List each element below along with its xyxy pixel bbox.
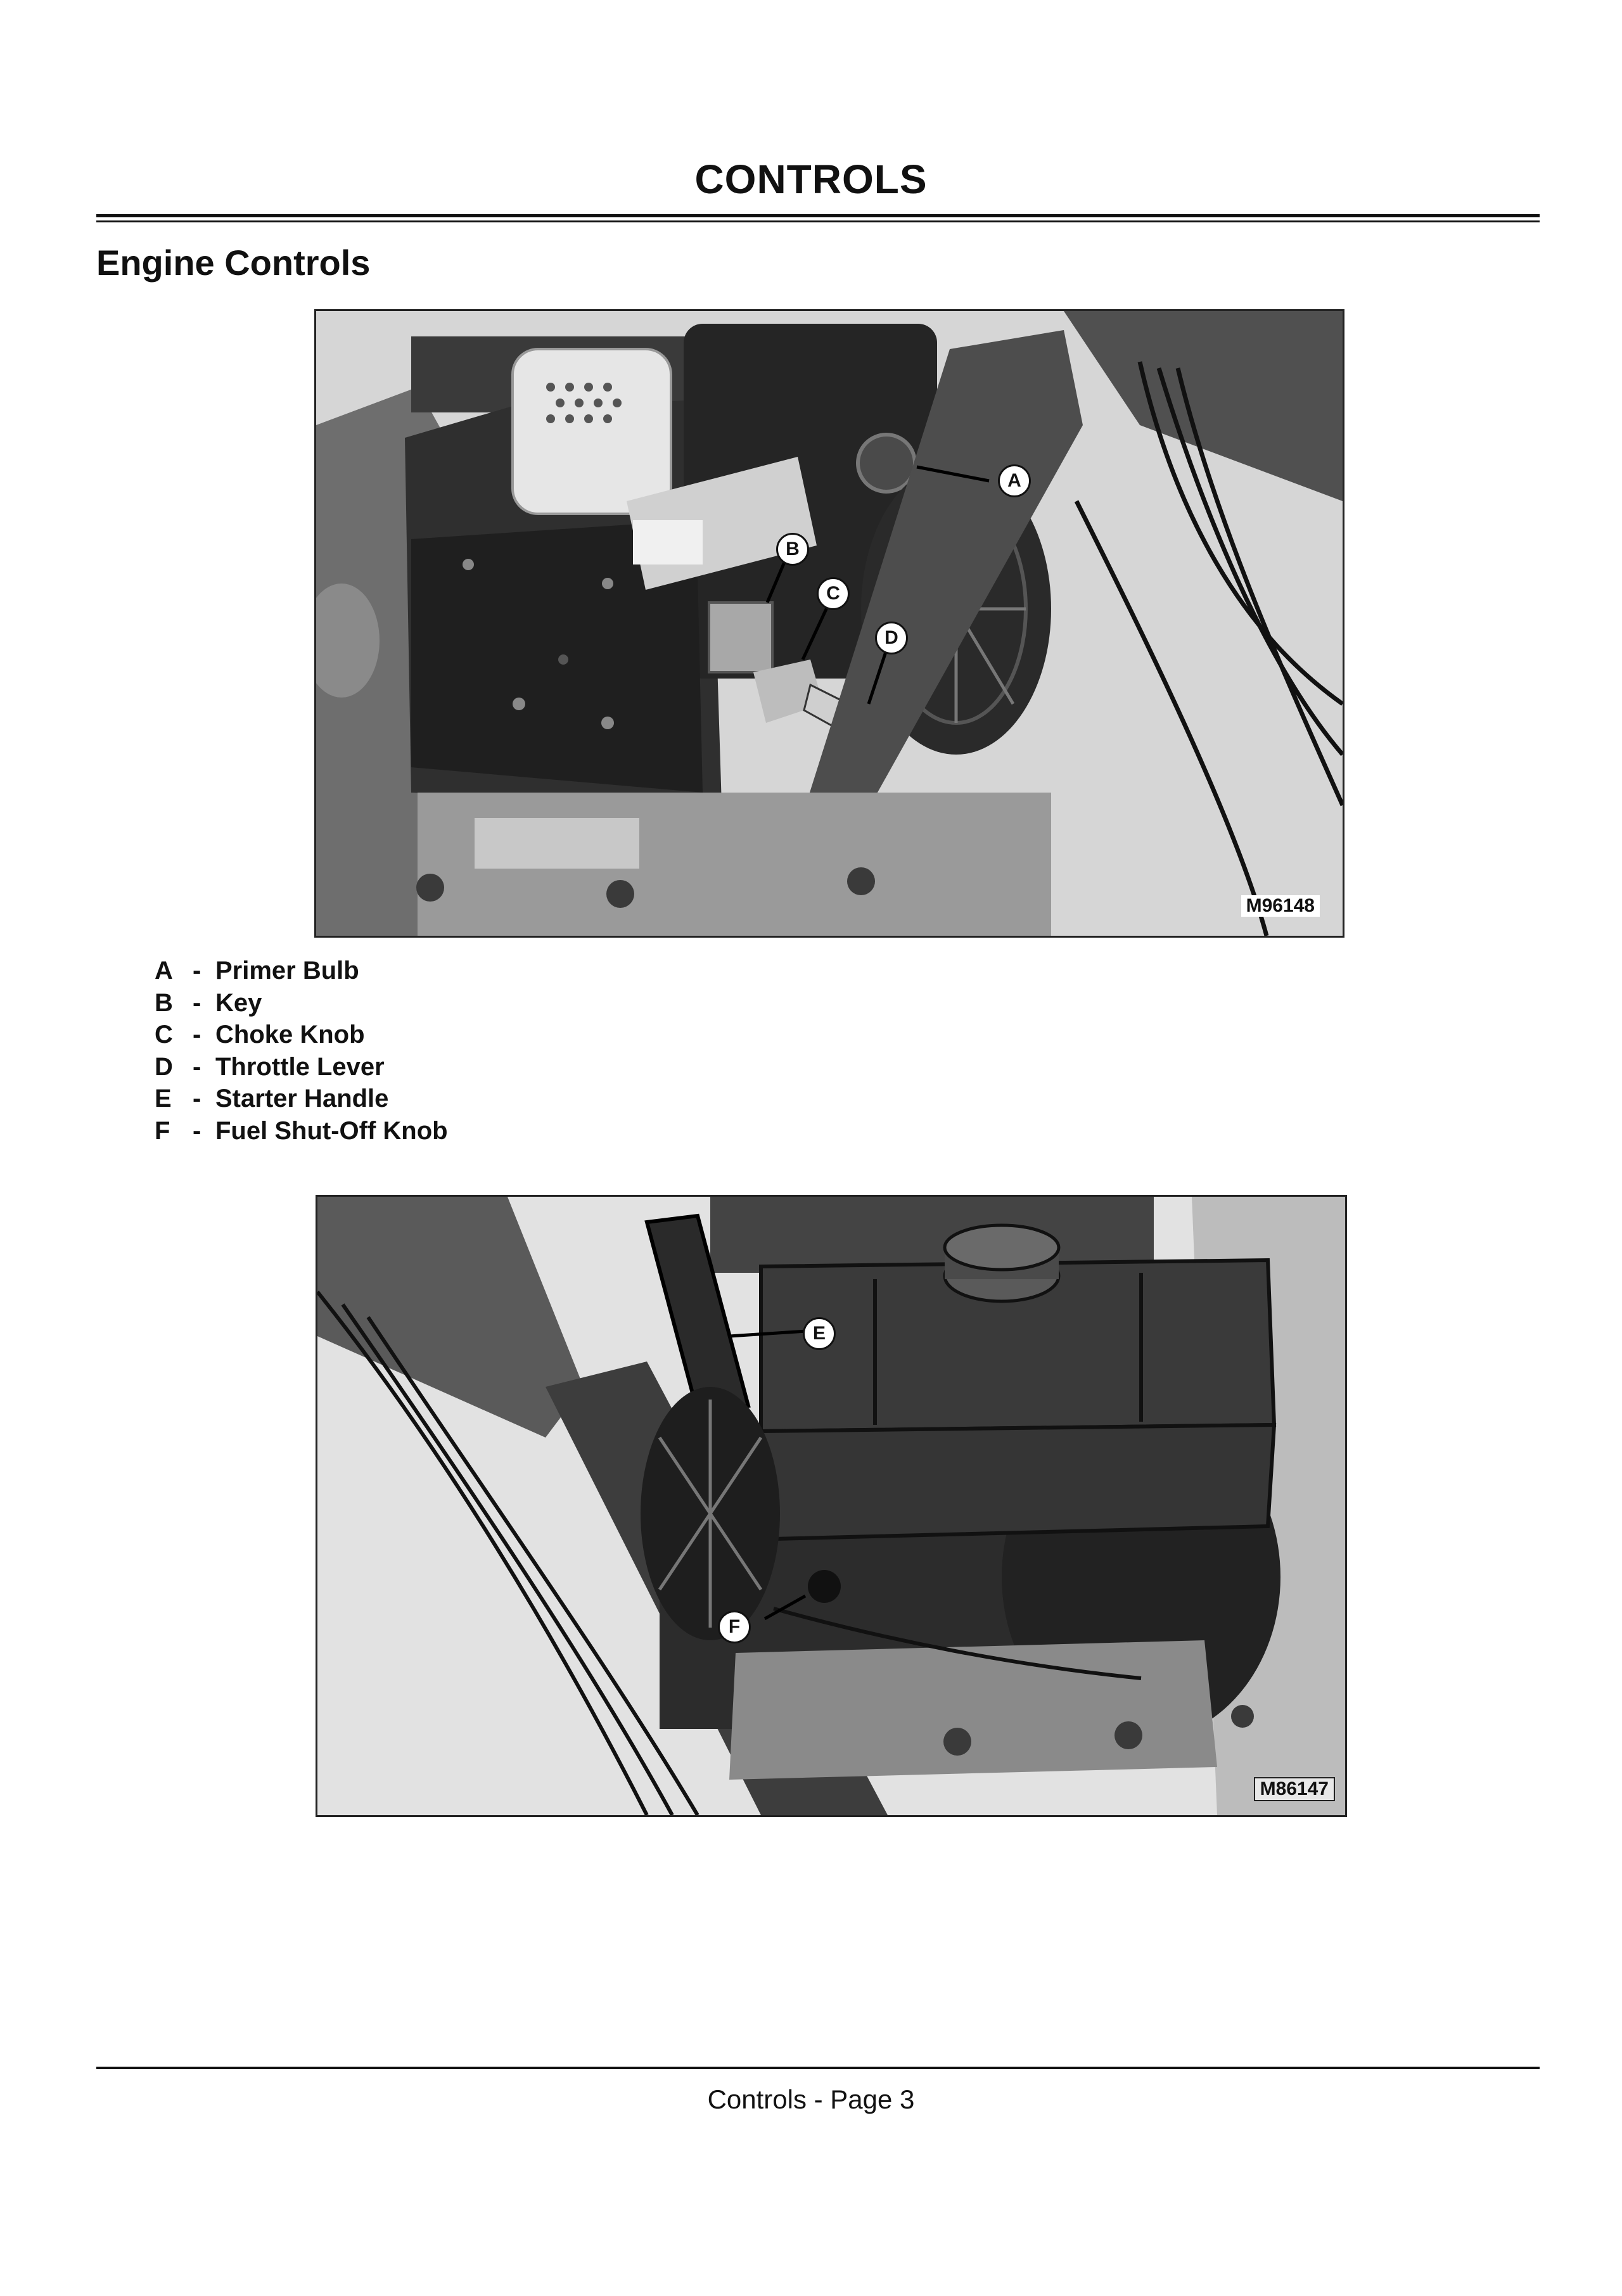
legend-dash: - — [193, 988, 201, 1017]
legend-letter: F — [155, 1116, 170, 1145]
legend-dash: - — [193, 1052, 201, 1081]
legend-letter: A — [155, 957, 173, 985]
figure-code: M96148 — [1241, 895, 1320, 917]
title-rule-thick — [96, 214, 1540, 217]
engine-photo-illustration — [316, 311, 1343, 936]
legend-description: Throttle Lever — [215, 1052, 385, 1081]
legend-description: Primer Bulb — [215, 957, 359, 985]
legend-letter: B — [155, 988, 173, 1017]
legend-description: Fuel Shut-Off Knob — [215, 1116, 448, 1145]
callout-e: E — [803, 1317, 836, 1350]
legend-description: Choke Knob — [215, 1021, 365, 1049]
page-title: CONTROLS — [694, 156, 928, 202]
callout-d: D — [875, 622, 908, 654]
callout-a: A — [998, 464, 1031, 497]
legend-dash: - — [193, 1021, 201, 1049]
callout-b: B — [776, 533, 809, 566]
engine-controls-photo-1 — [314, 309, 1344, 938]
legend-letter: D — [155, 1052, 173, 1081]
legend-dash: - — [193, 1085, 201, 1113]
legend-dash: - — [193, 1116, 201, 1145]
legend-description: Key — [215, 988, 262, 1017]
page-footer: Controls - Page 3 — [707, 2084, 915, 2114]
footer-rule — [96, 2067, 1540, 2069]
legend-letter: E — [155, 1085, 172, 1113]
legend-dash: - — [193, 957, 201, 985]
legend-description: Starter Handle — [215, 1085, 389, 1113]
callout-c: C — [817, 577, 850, 610]
engine-photo-illustration — [317, 1197, 1345, 1815]
figure-code: M86147 — [1254, 1777, 1335, 1801]
engine-controls-photo-2 — [316, 1195, 1347, 1817]
callout-f: F — [718, 1610, 751, 1643]
section-heading: Engine Controls — [96, 243, 371, 283]
legend-letter: C — [155, 1021, 173, 1049]
title-rule-thin — [96, 220, 1540, 222]
title-double-rule — [96, 214, 1540, 223]
